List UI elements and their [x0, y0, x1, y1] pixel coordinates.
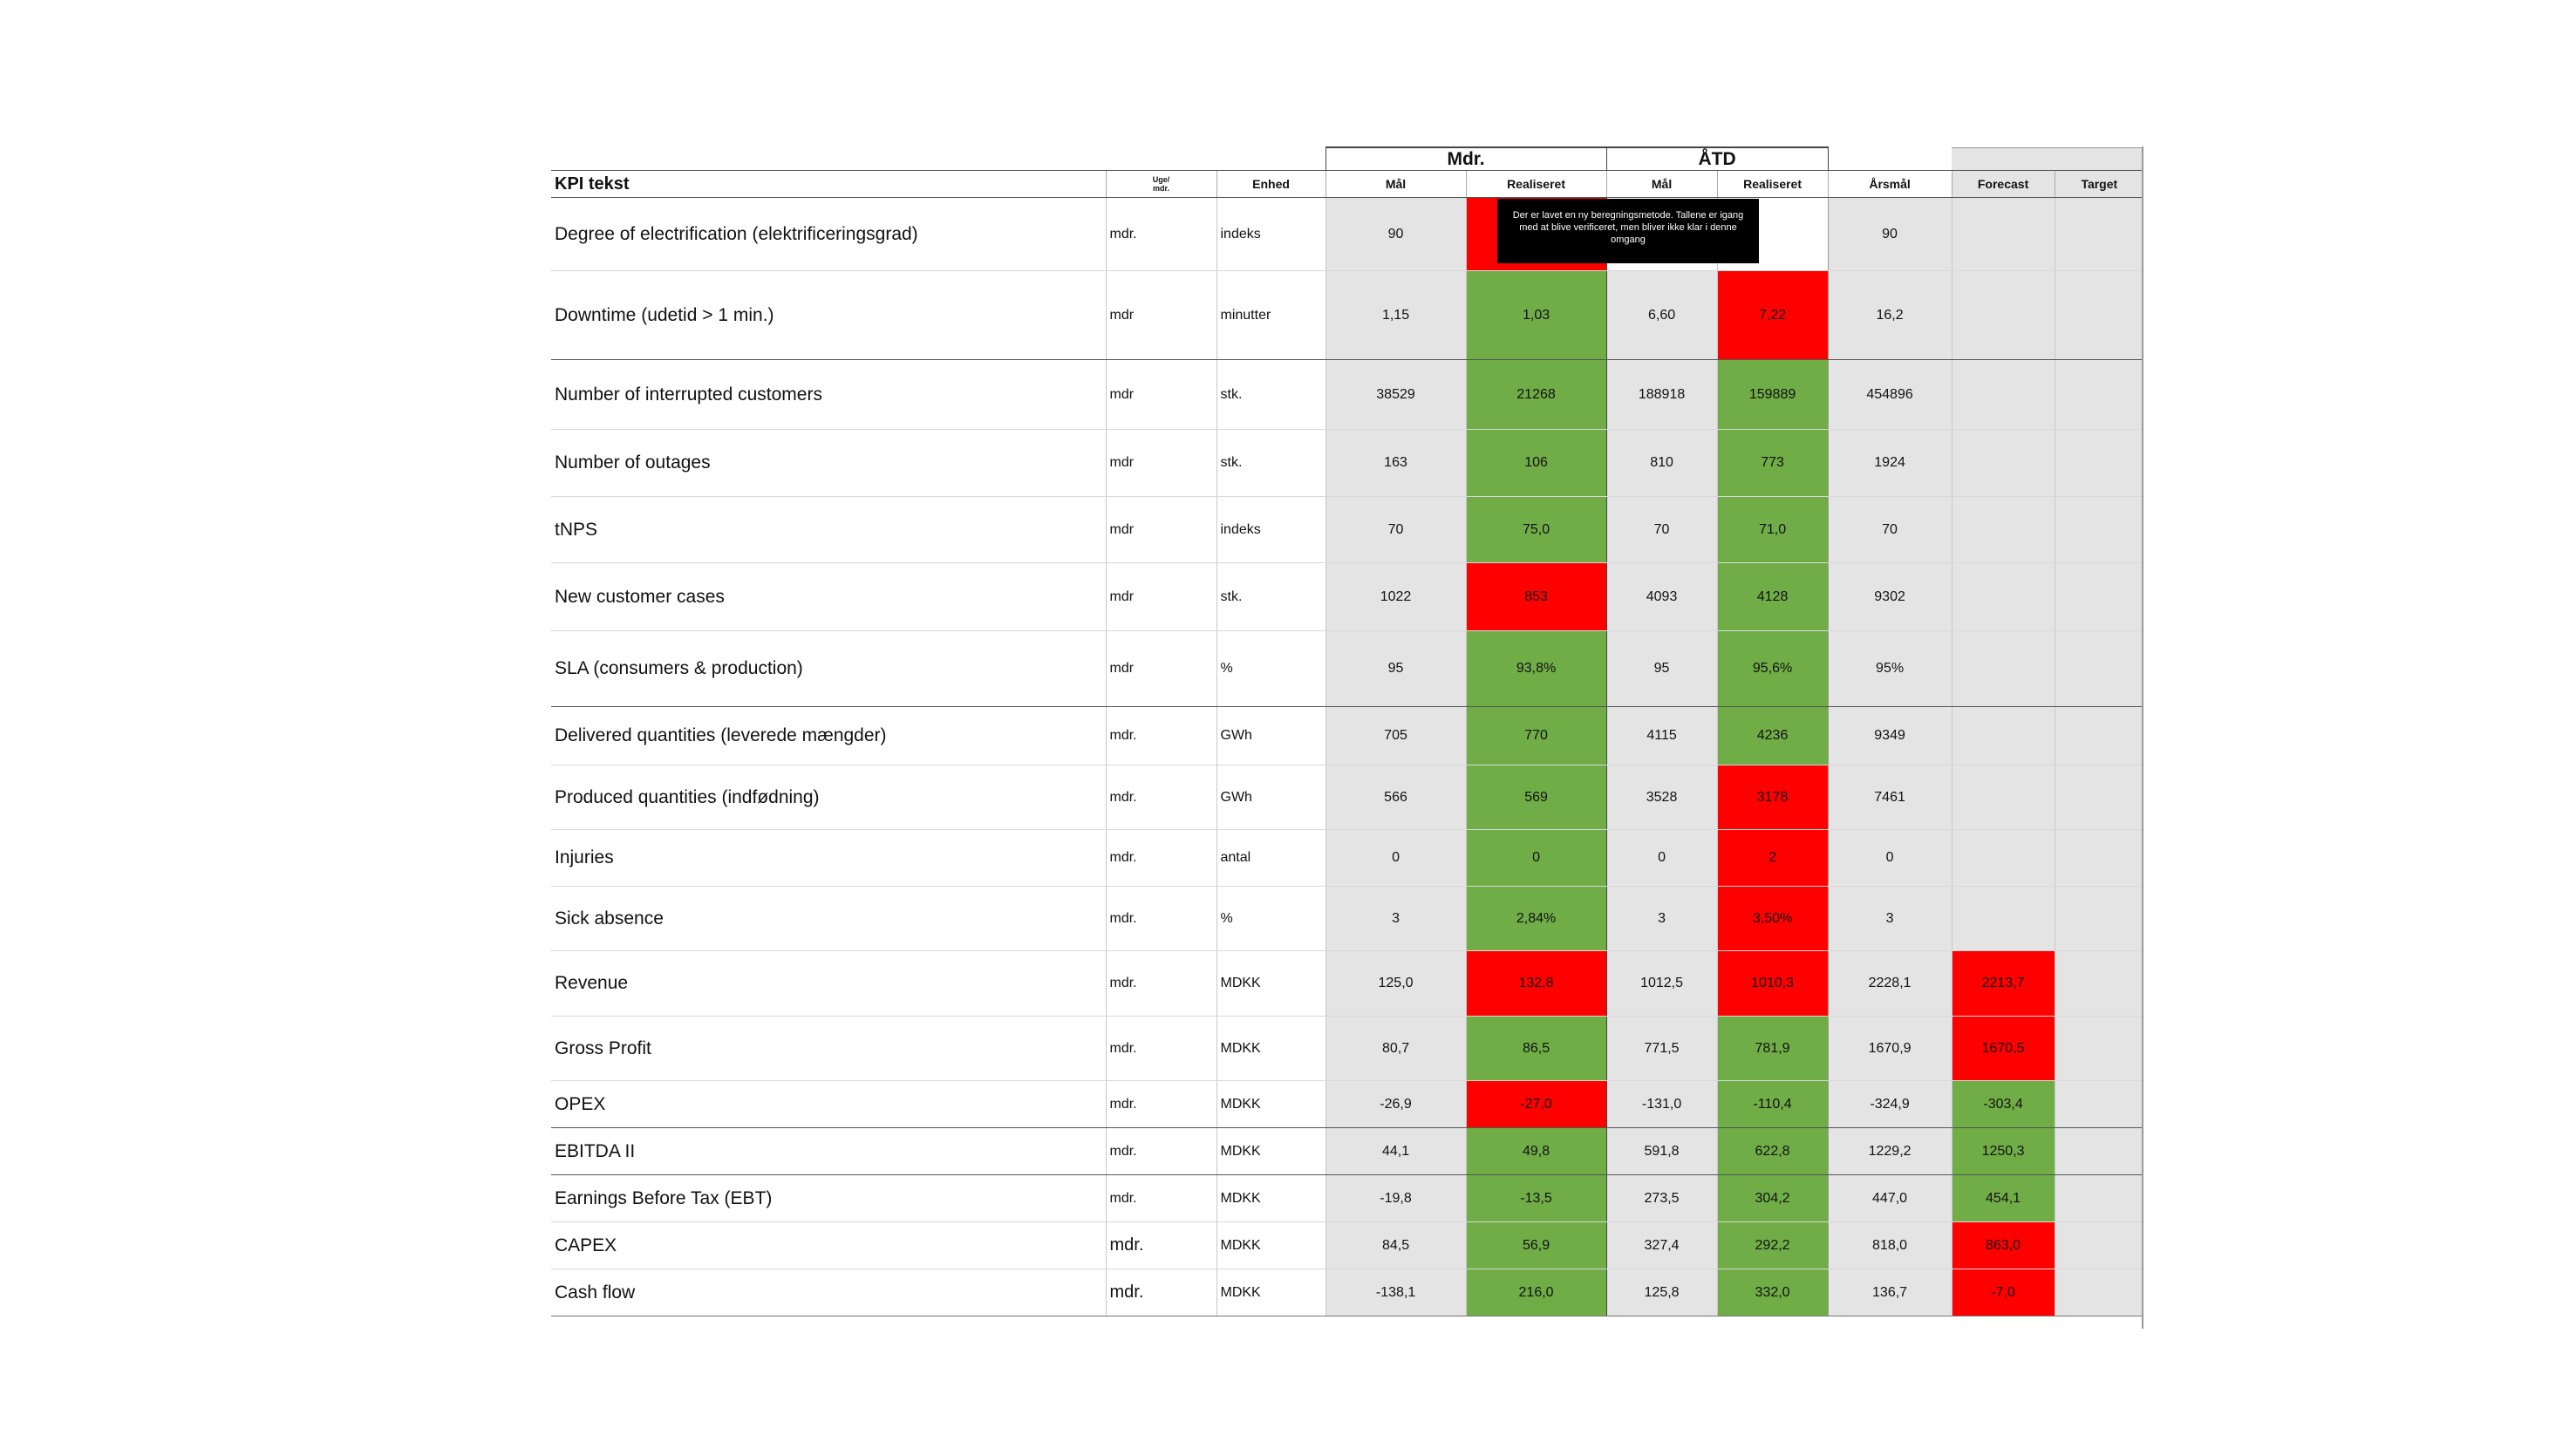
atd-mal-value: 810 [1606, 430, 1717, 497]
header-atd-realiseret: Realiseret [1717, 171, 1828, 198]
arsmal-value: 90 [1828, 198, 1952, 271]
kpi-label: Cash flow [551, 1269, 1106, 1316]
arsmal-value: 454896 [1828, 360, 1952, 430]
kpi-label: Gross Profit [551, 1017, 1106, 1081]
forecast-value [1952, 271, 2055, 360]
kpi-unit: MDKK [1216, 951, 1325, 1017]
kpi-frequency: mdr. [1106, 765, 1216, 830]
arsmal-value: 1670,9 [1828, 1017, 1952, 1081]
kpi-frequency: mdr. [1106, 1175, 1216, 1222]
forecast-value [1952, 360, 2055, 430]
group-blank [551, 147, 1325, 171]
target-value [2055, 497, 2143, 563]
atd-mal-value: 70 [1606, 497, 1717, 563]
mdr-realiseret-value: 0 [1466, 830, 1606, 887]
target-value [2055, 765, 2143, 830]
mdr-mal-value: 38529 [1325, 360, 1466, 430]
mdr-realiseret-value: 569 [1466, 765, 1606, 830]
header-kpi: KPI tekst [551, 171, 1106, 198]
target-value [2055, 1269, 2143, 1316]
kpi-frequency: mdr. [1106, 1269, 1216, 1316]
kpi-unit: MDKK [1216, 1081, 1325, 1128]
forecast-value [1952, 497, 2055, 563]
mdr-mal-value: 0 [1325, 830, 1466, 887]
kpi-label: OPEX [551, 1081, 1106, 1128]
atd-mal-value: 591,8 [1606, 1128, 1717, 1175]
atd-mal-value: 327,4 [1606, 1222, 1717, 1269]
mdr-mal-value: 84,5 [1325, 1222, 1466, 1269]
mdr-mal-value: 163 [1325, 430, 1466, 497]
kpi-table-body [551, 198, 2143, 1316]
mdr-realiseret-value: 93,8% [1466, 631, 1606, 707]
arsmal-value: 9349 [1828, 707, 1952, 765]
kpi-label: Injuries [551, 830, 1106, 887]
kpi-label: Number of interrupted customers [551, 360, 1106, 430]
arsmal-value: 818,0 [1828, 1222, 1952, 1269]
kpi-row [551, 631, 2143, 707]
group-header-mdr: Mdr. [1325, 147, 1606, 171]
atd-mal-value: 95 [1606, 631, 1717, 707]
kpi-frequency: mdr. [1106, 1017, 1216, 1081]
mdr-realiseret-value: 132,8 [1466, 951, 1606, 1017]
forecast-value [1952, 198, 2055, 271]
arsmal-value: 95% [1828, 631, 1952, 707]
arsmal-value: 1924 [1828, 430, 1952, 497]
group-header-atd: ÅTD [1606, 147, 1828, 171]
target-value [2055, 198, 2143, 271]
mdr-mal-value: 1,15 [1325, 271, 1466, 360]
kpi-row [551, 360, 2143, 430]
header-mdr-realiseret: Realiseret [1466, 171, 1606, 198]
kpi-frequency: mdr [1106, 271, 1216, 360]
atd-realiseret-value: 3178 [1717, 765, 1828, 830]
mdr-mal-value: 44,1 [1325, 1128, 1466, 1175]
header-atd-mal: Mål [1606, 171, 1717, 198]
header-uge-line2: mdr. [1152, 184, 1169, 193]
mdr-mal-value: 705 [1325, 707, 1466, 765]
target-value [2055, 631, 2143, 707]
atd-realiseret-value: 332,0 [1717, 1269, 1828, 1316]
kpi-row [551, 1269, 2143, 1316]
forecast-value [1952, 765, 2055, 830]
atd-realiseret-value: 292,2 [1717, 1222, 1828, 1269]
arsmal-value: 9302 [1828, 563, 1952, 631]
arsmal-value: 7461 [1828, 765, 1952, 830]
target-value [2055, 1081, 2143, 1128]
forecast-value: -303,4 [1952, 1081, 2055, 1128]
kpi-unit: MDKK [1216, 1128, 1325, 1175]
mdr-realiseret-value: 1,03 [1466, 271, 1606, 360]
arsmal-value: 2228,1 [1828, 951, 1952, 1017]
kpi-row [551, 765, 2143, 830]
kpi-label: EBITDA II [551, 1128, 1106, 1175]
kpi-row [551, 887, 2143, 951]
forecast-value [1952, 887, 2055, 951]
target-value [2055, 887, 2143, 951]
kpi-unit: indeks [1216, 198, 1325, 271]
arsmal-value: 1229,2 [1828, 1128, 1952, 1175]
kpi-frequency: mdr. [1106, 198, 1216, 271]
arsmal-value: 70 [1828, 497, 1952, 563]
atd-mal-value: 6,60 [1606, 271, 1717, 360]
mdr-realiseret-value: 106 [1466, 430, 1606, 497]
kpi-unit: MDKK [1216, 1269, 1325, 1316]
mdr-realiseret-value: 75,0 [1466, 497, 1606, 563]
arsmal-value: -324,9 [1828, 1081, 1952, 1128]
kpi-label: Produced quantities (indfødning) [551, 765, 1106, 830]
forecast-value [1952, 830, 2055, 887]
mdr-mal-value: 125,0 [1325, 951, 1466, 1017]
right-frame-line [2142, 146, 2143, 1329]
kpi-frequency: mdr [1106, 360, 1216, 430]
target-value [2055, 1175, 2143, 1222]
mdr-realiseret-value: -27,0 [1466, 1081, 1606, 1128]
kpi-unit: MDKK [1216, 1222, 1325, 1269]
mdr-realiseret-value: 216,0 [1466, 1269, 1606, 1316]
mdr-realiseret-value: 56,9 [1466, 1222, 1606, 1269]
group-header-row [551, 147, 2143, 171]
forecast-value: 1250,3 [1952, 1128, 2055, 1175]
mdr-mal-value: -26,9 [1325, 1081, 1466, 1128]
header-uge-line1: Uge/ [1152, 175, 1170, 184]
atd-realiseret-value: 773 [1717, 430, 1828, 497]
header-mdr-mal: Mål [1325, 171, 1466, 198]
header-enhed: Enhed [1216, 171, 1325, 198]
mdr-mal-value: -138,1 [1325, 1269, 1466, 1316]
kpi-label: tNPS [551, 497, 1106, 563]
target-value [2055, 430, 2143, 497]
forecast-value [1952, 631, 2055, 707]
kpi-frequency: mdr. [1106, 1128, 1216, 1175]
kpi-row [551, 497, 2143, 563]
atd-realiseret-value: 4236 [1717, 707, 1828, 765]
atd-realiseret-value: 781,9 [1717, 1017, 1828, 1081]
header-arsmal: Årsmål [1828, 171, 1952, 198]
kpi-unit: % [1216, 887, 1325, 951]
kpi-label: Earnings Before Tax (EBT) [551, 1175, 1106, 1222]
atd-mal-value: 188918 [1606, 360, 1717, 430]
kpi-unit: GWh [1216, 765, 1325, 830]
target-value [2055, 563, 2143, 631]
atd-mal-value: 4093 [1606, 563, 1717, 631]
mdr-mal-value: 70 [1325, 497, 1466, 563]
mdr-mal-value: -19,8 [1325, 1175, 1466, 1222]
kpi-frequency: mdr. [1106, 830, 1216, 887]
kpi-unit: minutter [1216, 271, 1325, 360]
mdr-mal-value: 3 [1325, 887, 1466, 951]
mdr-realiseret-value: 853 [1466, 563, 1606, 631]
atd-mal-value: 1012,5 [1606, 951, 1717, 1017]
kpi-unit: stk. [1216, 563, 1325, 631]
mdr-realiseret-value: -13,5 [1466, 1175, 1606, 1222]
kpi-row [551, 1081, 2143, 1128]
atd-mal-value: 0 [1606, 830, 1717, 887]
kpi-row [551, 1128, 2143, 1175]
kpi-label: Number of outages [551, 430, 1106, 497]
forecast-value: 454,1 [1952, 1175, 2055, 1222]
kpi-unit: % [1216, 631, 1325, 707]
arsmal-value: 0 [1828, 830, 1952, 887]
arsmal-value: 136,7 [1828, 1269, 1952, 1316]
atd-realiseret-value: -110,4 [1717, 1081, 1828, 1128]
atd-realiseret-value: 2 [1717, 830, 1828, 887]
atd-realiseret-value: 159889 [1717, 360, 1828, 430]
kpi-frequency: mdr. [1106, 1081, 1216, 1128]
target-value [2055, 1128, 2143, 1175]
arsmal-value: 16,2 [1828, 271, 1952, 360]
atd-realiseret-value: 3,50% [1717, 887, 1828, 951]
mdr-mal-value: 566 [1325, 765, 1466, 830]
header-uge [1106, 171, 1216, 198]
mdr-realiseret-value: 21268 [1466, 360, 1606, 430]
header-target: Target [2055, 171, 2143, 198]
mdr-mal-value: 95 [1325, 631, 1466, 707]
kpi-label: Delivered quantities (leverede mængder) [551, 707, 1106, 765]
atd-mal-value: -131,0 [1606, 1081, 1717, 1128]
forecast-value [1952, 563, 2055, 631]
mdr-realiseret-value: 49,8 [1466, 1128, 1606, 1175]
group-blank-arsmal [1828, 147, 1952, 171]
arsmal-value: 447,0 [1828, 1175, 1952, 1222]
kpi-unit: stk. [1216, 360, 1325, 430]
atd-mal-value: 125,8 [1606, 1269, 1717, 1316]
atd-realiseret-value: 304,2 [1717, 1175, 1828, 1222]
kpi-label: New customer cases [551, 563, 1106, 631]
kpi-frequency: mdr [1106, 563, 1216, 631]
kpi-frequency: mdr [1106, 497, 1216, 563]
kpi-unit: GWh [1216, 707, 1325, 765]
kpi-label: Sick absence [551, 887, 1106, 951]
mdr-realiseret-value: 2,84% [1466, 887, 1606, 951]
forecast-value [1952, 707, 2055, 765]
atd-realiseret-value: 95,6% [1717, 631, 1828, 707]
mdr-mal-value: 90 [1325, 198, 1466, 271]
atd-mal-value: 771,5 [1606, 1017, 1717, 1081]
atd-mal-value: 273,5 [1606, 1175, 1717, 1222]
target-value [2055, 360, 2143, 430]
kpi-label: Degree of electrification (elektrificeringsgrad) [551, 198, 1106, 271]
kpi-frequency: mdr. [1106, 887, 1216, 951]
mdr-mal-value: 1022 [1325, 563, 1466, 631]
forecast-value: 1670,5 [1952, 1017, 2055, 1081]
target-value [2055, 830, 2143, 887]
kpi-row [551, 563, 2143, 631]
kpi-frequency: mdr [1106, 631, 1216, 707]
kpi-unit: antal [1216, 830, 1325, 887]
target-value [2055, 1222, 2143, 1269]
forecast-value: 2213,7 [1952, 951, 2055, 1017]
kpi-unit: stk. [1216, 430, 1325, 497]
kpi-label: SLA (consumers & production) [551, 631, 1106, 707]
atd-mal-value: 3 [1606, 887, 1717, 951]
atd-realiseret-value: 4128 [1717, 563, 1828, 631]
kpi-unit: indeks [1216, 497, 1325, 563]
target-value [2055, 1017, 2143, 1081]
column-header-row [551, 171, 2143, 198]
atd-realiseret-value: 622,8 [1717, 1128, 1828, 1175]
mdr-realiseret-value: 770 [1466, 707, 1606, 765]
kpi-frequency: mdr [1106, 430, 1216, 497]
kpi-scorecard [551, 146, 2143, 1316]
group-header-forecast [1952, 147, 2143, 171]
kpi-row [551, 1017, 2143, 1081]
kpi-row [551, 430, 2143, 497]
forecast-value: 863,0 [1952, 1222, 2055, 1269]
kpi-table [551, 146, 2143, 1316]
kpi-unit: MDKK [1216, 1175, 1325, 1222]
kpi-row [551, 951, 2143, 1017]
mdr-realiseret-value: 86,5 [1466, 1017, 1606, 1081]
kpi-label: CAPEX [551, 1222, 1106, 1269]
kpi-row [551, 271, 2143, 360]
kpi-unit: MDKK [1216, 1017, 1325, 1081]
forecast-value: -7,0 [1952, 1269, 2055, 1316]
kpi-label: Downtime (udetid > 1 min.) [551, 271, 1106, 360]
mdr-mal-value: 80,7 [1325, 1017, 1466, 1081]
kpi-row [551, 198, 2143, 271]
target-value [2055, 707, 2143, 765]
forecast-value [1952, 430, 2055, 497]
kpi-frequency: mdr. [1106, 951, 1216, 1017]
kpi-row [551, 1175, 2143, 1222]
arsmal-value: 3 [1828, 887, 1952, 951]
target-value [2055, 951, 2143, 1017]
atd-realiseret-value: 7,22 [1717, 271, 1828, 360]
kpi-row [551, 830, 2143, 887]
kpi-row [551, 707, 2143, 765]
kpi-frequency: mdr. [1106, 707, 1216, 765]
atd-mal-value: 3528 [1606, 765, 1717, 830]
atd-realiseret-value: 1010,3 [1717, 951, 1828, 1017]
kpi-frequency: mdr. [1106, 1222, 1216, 1269]
comment-tooltip: Der er lavet en ny beregningsmetode. Tallene er igang med at blive verificeret, men bliver ikke klar i denne omgang [1497, 199, 1759, 263]
header-forecast: Forecast [1952, 171, 2055, 198]
target-value [2055, 271, 2143, 360]
kpi-row [551, 1222, 2143, 1269]
atd-realiseret-value: 71,0 [1717, 497, 1828, 563]
atd-mal-value: 4115 [1606, 707, 1717, 765]
kpi-label: Revenue [551, 951, 1106, 1017]
